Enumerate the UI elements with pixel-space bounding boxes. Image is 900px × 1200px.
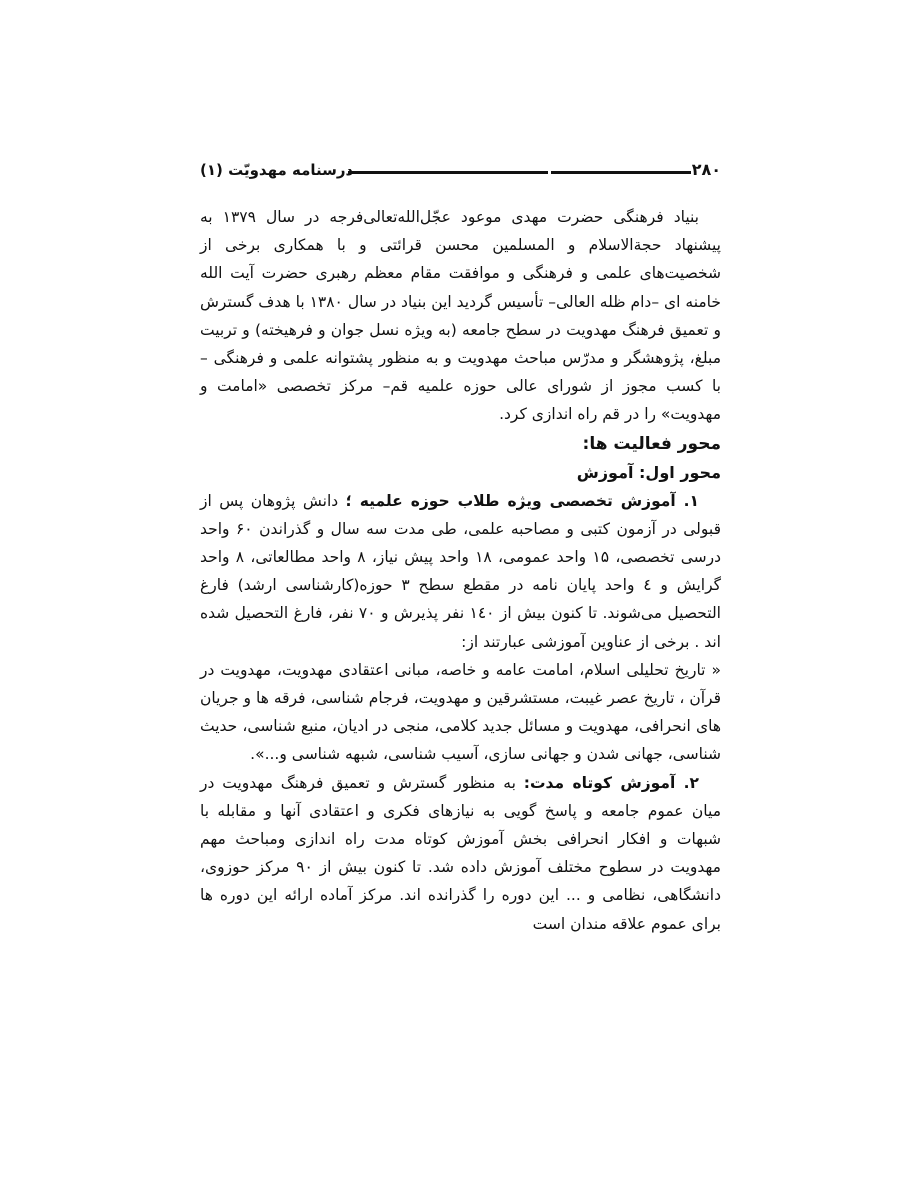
intro-paragraph: بنیاد فرهنگی حضرت مهدی موعود عجّل‌الله‌تعالی‌فرجه در سال ۱۳۷۹ به پیشنهاد حجةالاسلام و المسلمین محسن قرائتی و با همکاری برخی از شخصیت‌های علمی و فرهنگی و موافقت مقام معظم رهبری حضرت آیت الله خامنه ای –دام ظله العالی– تأسیس گردید این بنیاد در سال ۱۳۸۰ با هدف گسترش و تعمیق فرهنگ مهدویت در سطح جامعه (به ویژه نسل جوان و فرهیخته) و تربیت مبلغ، پژوهشگر و مدرّس مباحث مهدویت و به منظور پشتوانه علمی و فرهنگی – با کسب مجوز از شورای عالی حوزه علمیه قم– مرکز تخصصی «امامت و مهدویت» را در قم راه اندازی کرد. xyxy=(200,208,721,424)
item-2-body: به منظور گسترش و تعمیق فرهنگ مهدویت در میان عموم جامعه و پاسخ گویی به نیازهای فکری و اعتقادی آنها و مقابله با شبهات و افکار انحرافی بخش آموزش کوتاه مدت راه اندازی ومباحث مهم مهدویت در سطوح مختلف آموزش داده شد. تا کنون بیش از ۹۰ مرکز حوزوی، دانشگاهی، نظامی و ... این دوره را گذرانده اند. مرکز آماده ارائه این دوره ها برای عموم علاقه مندان است xyxy=(200,773,721,933)
item-1-title: ۱. آموزش تخصصی ویژه طلاب حوزه علمیه ؛ xyxy=(345,491,699,510)
section-heading: محور فعالیت ها: xyxy=(582,433,721,454)
item-2-paragraph xyxy=(200,769,721,938)
item-2-title: ۲. آموزش کوتاه مدت: xyxy=(523,773,699,792)
subsection-heading: محور اول: آموزش xyxy=(576,462,721,482)
page-number: ۲۸۰ xyxy=(691,160,721,179)
page-body xyxy=(200,203,721,938)
item-1-paragraph xyxy=(200,487,721,656)
header-rule-long xyxy=(348,171,548,174)
running-title: درسنامه مهدویّت (۱) xyxy=(200,161,354,179)
item-1-topics: « تاریخ تحلیلی اسلام، امامت عامه و خاصه، مبانی اعتقادی مهدویت، مهدویت در قرآن ، تاریخ عصر غیبت، مستشرقین و مهدویت، فرجام شناسی، فرقه ها و جریان های انحرافی، مهدویت و مسائل جدید کلامی، منجی در ادیان، منبع شناسی، حدیث شناسی، جهانی شدن و جهانی سازی، آسیب شناسی، شبهه شناسی و...». xyxy=(200,660,721,764)
page-header xyxy=(200,158,721,182)
header-rule xyxy=(551,171,691,174)
item-1-body: دانش پژوهان پس از قبولی در آزمون کتبی و مصاحبه علمی، طی مدت سه سال و گذراندن ۶۰ واحد درسی تخصصی، ۱۵ واحد عمومی، ۱۸ واحد پیش نیاز، ۸ واحد مطالعاتی، ۸ واحد گرایش و ٤ واحد پایان نامه در مقطع سطح ۳ حوزه(کارشناسی ارشد) فارغ التحصیل می‌شوند. تا کنون بیش از ۱٤۰ نفر پذیرش و ۷۰ نفر، فارغ التحصیل شده اند . برخی از عناوین آموزشی عبارتند از: xyxy=(200,491,722,651)
